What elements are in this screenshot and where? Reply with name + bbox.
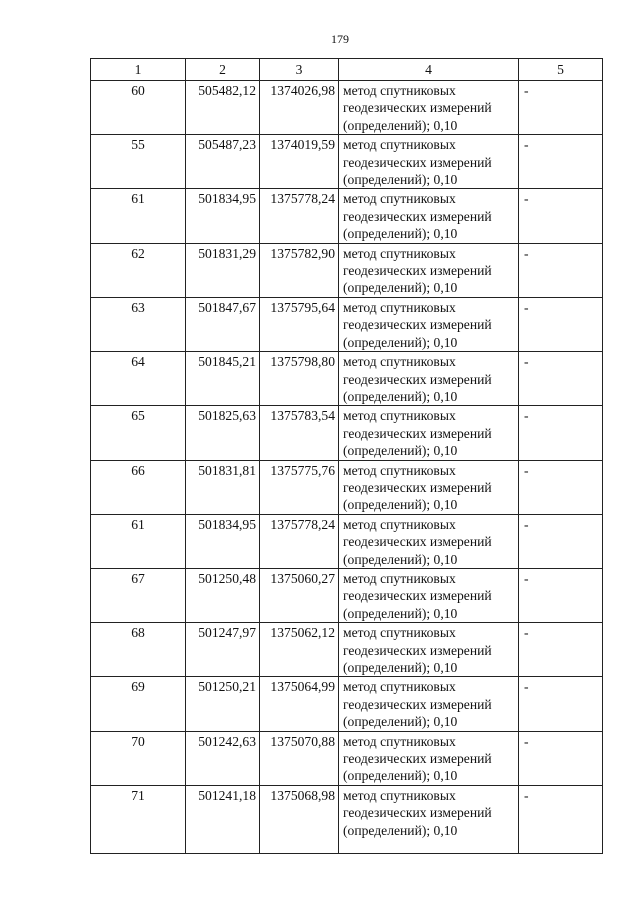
method-line: (определений); 0,10 [343,660,458,675]
y-coordinate-cell [260,460,339,514]
method-cell [339,677,519,731]
point-number-cell [91,135,186,189]
note-cell [519,677,603,731]
note: - [524,354,529,370]
note-cell [519,785,603,853]
note-cell [519,460,603,514]
note: - [524,516,529,532]
table-row [91,135,603,189]
point-number-cell [91,297,186,351]
note: - [524,245,529,261]
method-line: метод спутниковых [343,191,456,207]
x-coordinate-cell [186,514,260,568]
y-coordinate-cell [260,731,339,785]
note: - [524,83,529,98]
y-coordinate: 1375778,24 [270,516,335,532]
method-line: геодезических измерений [343,208,492,224]
table-row [91,189,603,243]
method-line: геодезических измерений [343,751,492,767]
point-number: 63 [131,299,145,315]
point-number: 61 [131,191,145,207]
point-number-cell [91,406,186,460]
method-cell [339,785,519,853]
method-line: геодезических измерений [343,425,492,441]
method-cell [339,460,519,514]
table-row [91,785,603,853]
method-line: геодезических измерений [343,263,492,279]
y-coordinate-cell [260,785,339,853]
note: - [524,408,529,424]
method-line: (определений); 0,10 [343,226,458,242]
x-coordinate-cell [186,677,260,731]
x-coordinate-cell [186,297,260,351]
x-coordinate: 501834,95 [198,516,256,532]
note: - [524,462,529,478]
point-number: 64 [131,354,145,370]
point-number: 69 [131,679,145,695]
page-number: 179 [331,32,349,46]
point-number-cell [91,568,186,622]
note: - [524,299,529,315]
point-number: 62 [131,245,145,261]
point-number: 66 [131,462,145,478]
note-cell [519,352,603,406]
note-cell [519,297,603,351]
method-line: (определений); 0,10 [343,117,458,133]
y-coordinate: 1374026,98 [270,83,335,98]
table-row [91,81,603,135]
x-coordinate-cell [186,731,260,785]
column-header: 2 [186,59,260,81]
method-line: метод спутниковых [343,625,456,641]
x-coordinate-cell [186,135,260,189]
y-coordinate: 1375778,24 [270,191,335,207]
y-coordinate: 1375795,64 [270,299,335,315]
method-cell [339,352,519,406]
note: - [524,733,529,749]
x-coordinate-cell [186,189,260,243]
coordinates-table [90,58,603,854]
table-row [91,677,603,731]
y-coordinate: 1375060,27 [270,570,335,586]
method-line: (определений); 0,10 [343,443,458,459]
note-cell [519,81,603,135]
y-coordinate: 1375068,98 [270,787,335,803]
y-coordinate-cell [260,568,339,622]
x-coordinate: 501834,95 [198,191,256,207]
method-line: (определений); 0,10 [343,605,458,621]
method-line: (определений); 0,10 [343,714,458,730]
point-number: 68 [131,625,145,641]
table-body [91,81,603,854]
table-row [91,623,603,677]
x-coordinate-cell [186,460,260,514]
method-cell [339,623,519,677]
x-coordinate: 505482,12 [198,83,256,98]
method-line: геодезических измерений [343,371,492,387]
note: - [524,679,529,695]
method-line: метод спутниковых [343,137,456,153]
note-cell [519,623,603,677]
method-cell [339,135,519,189]
y-coordinate-cell [260,243,339,297]
table-row [91,352,603,406]
method-cell [339,243,519,297]
table-row [91,243,603,297]
y-coordinate: 1375064,99 [270,679,335,695]
y-coordinate-cell [260,623,339,677]
point-number-cell [91,460,186,514]
point-number-cell [91,731,186,785]
method-line: (определений); 0,10 [343,280,458,296]
point-number: 60 [131,83,145,98]
note-cell [519,189,603,243]
x-coordinate-cell [186,406,260,460]
table-row [91,297,603,351]
method-line: геодезических измерений [343,100,492,116]
method-line: метод спутниковых [343,733,456,749]
x-coordinate: 501831,29 [198,245,256,261]
note-cell [519,243,603,297]
point-number: 61 [131,516,145,532]
x-coordinate-cell [186,352,260,406]
x-coordinate: 505487,23 [198,137,256,153]
method-line: (определений); 0,10 [343,334,458,350]
x-coordinate-cell [186,785,260,853]
method-line: метод спутниковых [343,462,456,478]
column-header: 5 [519,59,603,81]
method-line: (определений); 0,10 [343,172,458,188]
x-coordinate: 501247,97 [198,625,256,641]
note: - [524,137,529,153]
x-coordinate-cell [186,623,260,677]
y-coordinate-cell [260,189,339,243]
y-coordinate: 1375062,12 [270,625,335,641]
y-coordinate-cell [260,135,339,189]
method-line: геодезических измерений [343,534,492,550]
column-header: 3 [260,59,339,81]
method-line: геодезических измерений [343,479,492,495]
point-number-cell [91,623,186,677]
x-coordinate: 501847,67 [198,299,256,315]
method-cell [339,731,519,785]
x-coordinate: 501831,81 [198,462,256,478]
method-line: метод спутниковых [343,408,456,424]
table-row [91,731,603,785]
y-coordinate: 1374019,59 [270,137,335,153]
point-number: 70 [131,733,145,749]
method-line: метод спутниковых [343,787,456,803]
point-number-cell [91,189,186,243]
point-number: 65 [131,408,145,424]
point-number: 67 [131,570,145,586]
table-row [91,460,603,514]
x-coordinate: 501845,21 [198,354,256,370]
y-coordinate: 1375775,76 [270,462,335,478]
method-line: метод спутниковых [343,354,456,370]
note: - [524,787,529,803]
method-line: (определений); 0,10 [343,551,458,567]
method-line: метод спутниковых [343,245,456,261]
method-cell [339,189,519,243]
method-line: (определений); 0,10 [343,497,458,513]
method-line: метод спутниковых [343,516,456,532]
note-cell [519,135,603,189]
x-coordinate: 501250,48 [198,570,256,586]
y-coordinate-cell [260,352,339,406]
point-number-cell [91,352,186,406]
method-line: геодезических измерений [343,154,492,170]
note-cell [519,731,603,785]
x-coordinate: 501241,18 [198,787,256,803]
method-line: (определений); 0,10 [343,768,458,784]
point-number-cell [91,81,186,135]
point-number: 55 [131,137,145,153]
method-cell [339,297,519,351]
table-row [91,514,603,568]
y-coordinate: 1375070,88 [270,733,335,749]
note-cell [519,406,603,460]
x-coordinate-cell [186,81,260,135]
column-header: 4 [339,59,519,81]
method-line: геодезических измерений [343,588,492,604]
x-coordinate-cell [186,243,260,297]
point-number-cell [91,243,186,297]
note: - [524,191,529,207]
method-cell [339,406,519,460]
y-coordinate-cell [260,677,339,731]
method-line: (определений); 0,10 [343,822,458,838]
y-coordinate: 1375798,80 [270,354,335,370]
note: - [524,570,529,586]
method-line: геодезических измерений [343,642,492,658]
table-row [91,568,603,622]
y-coordinate-cell [260,297,339,351]
method-cell [339,81,519,135]
point-number-cell [91,514,186,568]
x-coordinate: 501825,63 [198,408,256,424]
method-line: метод спутниковых [343,83,456,98]
table-header-row [91,59,603,81]
column-header: 1 [91,59,186,81]
method-line: метод спутниковых [343,570,456,586]
method-cell [339,568,519,622]
y-coordinate: 1375782,90 [270,245,335,261]
x-coordinate-cell [186,568,260,622]
method-line: (определений); 0,10 [343,388,458,404]
method-line: геодезических измерений [343,317,492,333]
method-line: метод спутниковых [343,679,456,695]
method-line: геодезических измерений [343,805,492,821]
note-cell [519,514,603,568]
y-coordinate-cell [260,514,339,568]
y-coordinate-cell [260,406,339,460]
x-coordinate: 501242,63 [198,733,256,749]
point-number-cell [91,677,186,731]
method-line: метод спутниковых [343,299,456,315]
note: - [524,625,529,641]
point-number-cell [91,785,186,853]
y-coordinate: 1375783,54 [270,408,335,424]
method-cell [339,514,519,568]
table-row [91,406,603,460]
x-coordinate: 501250,21 [198,679,256,695]
point-number: 71 [131,787,145,803]
note-cell [519,568,603,622]
y-coordinate-cell [260,81,339,135]
method-line: геодезических измерений [343,696,492,712]
